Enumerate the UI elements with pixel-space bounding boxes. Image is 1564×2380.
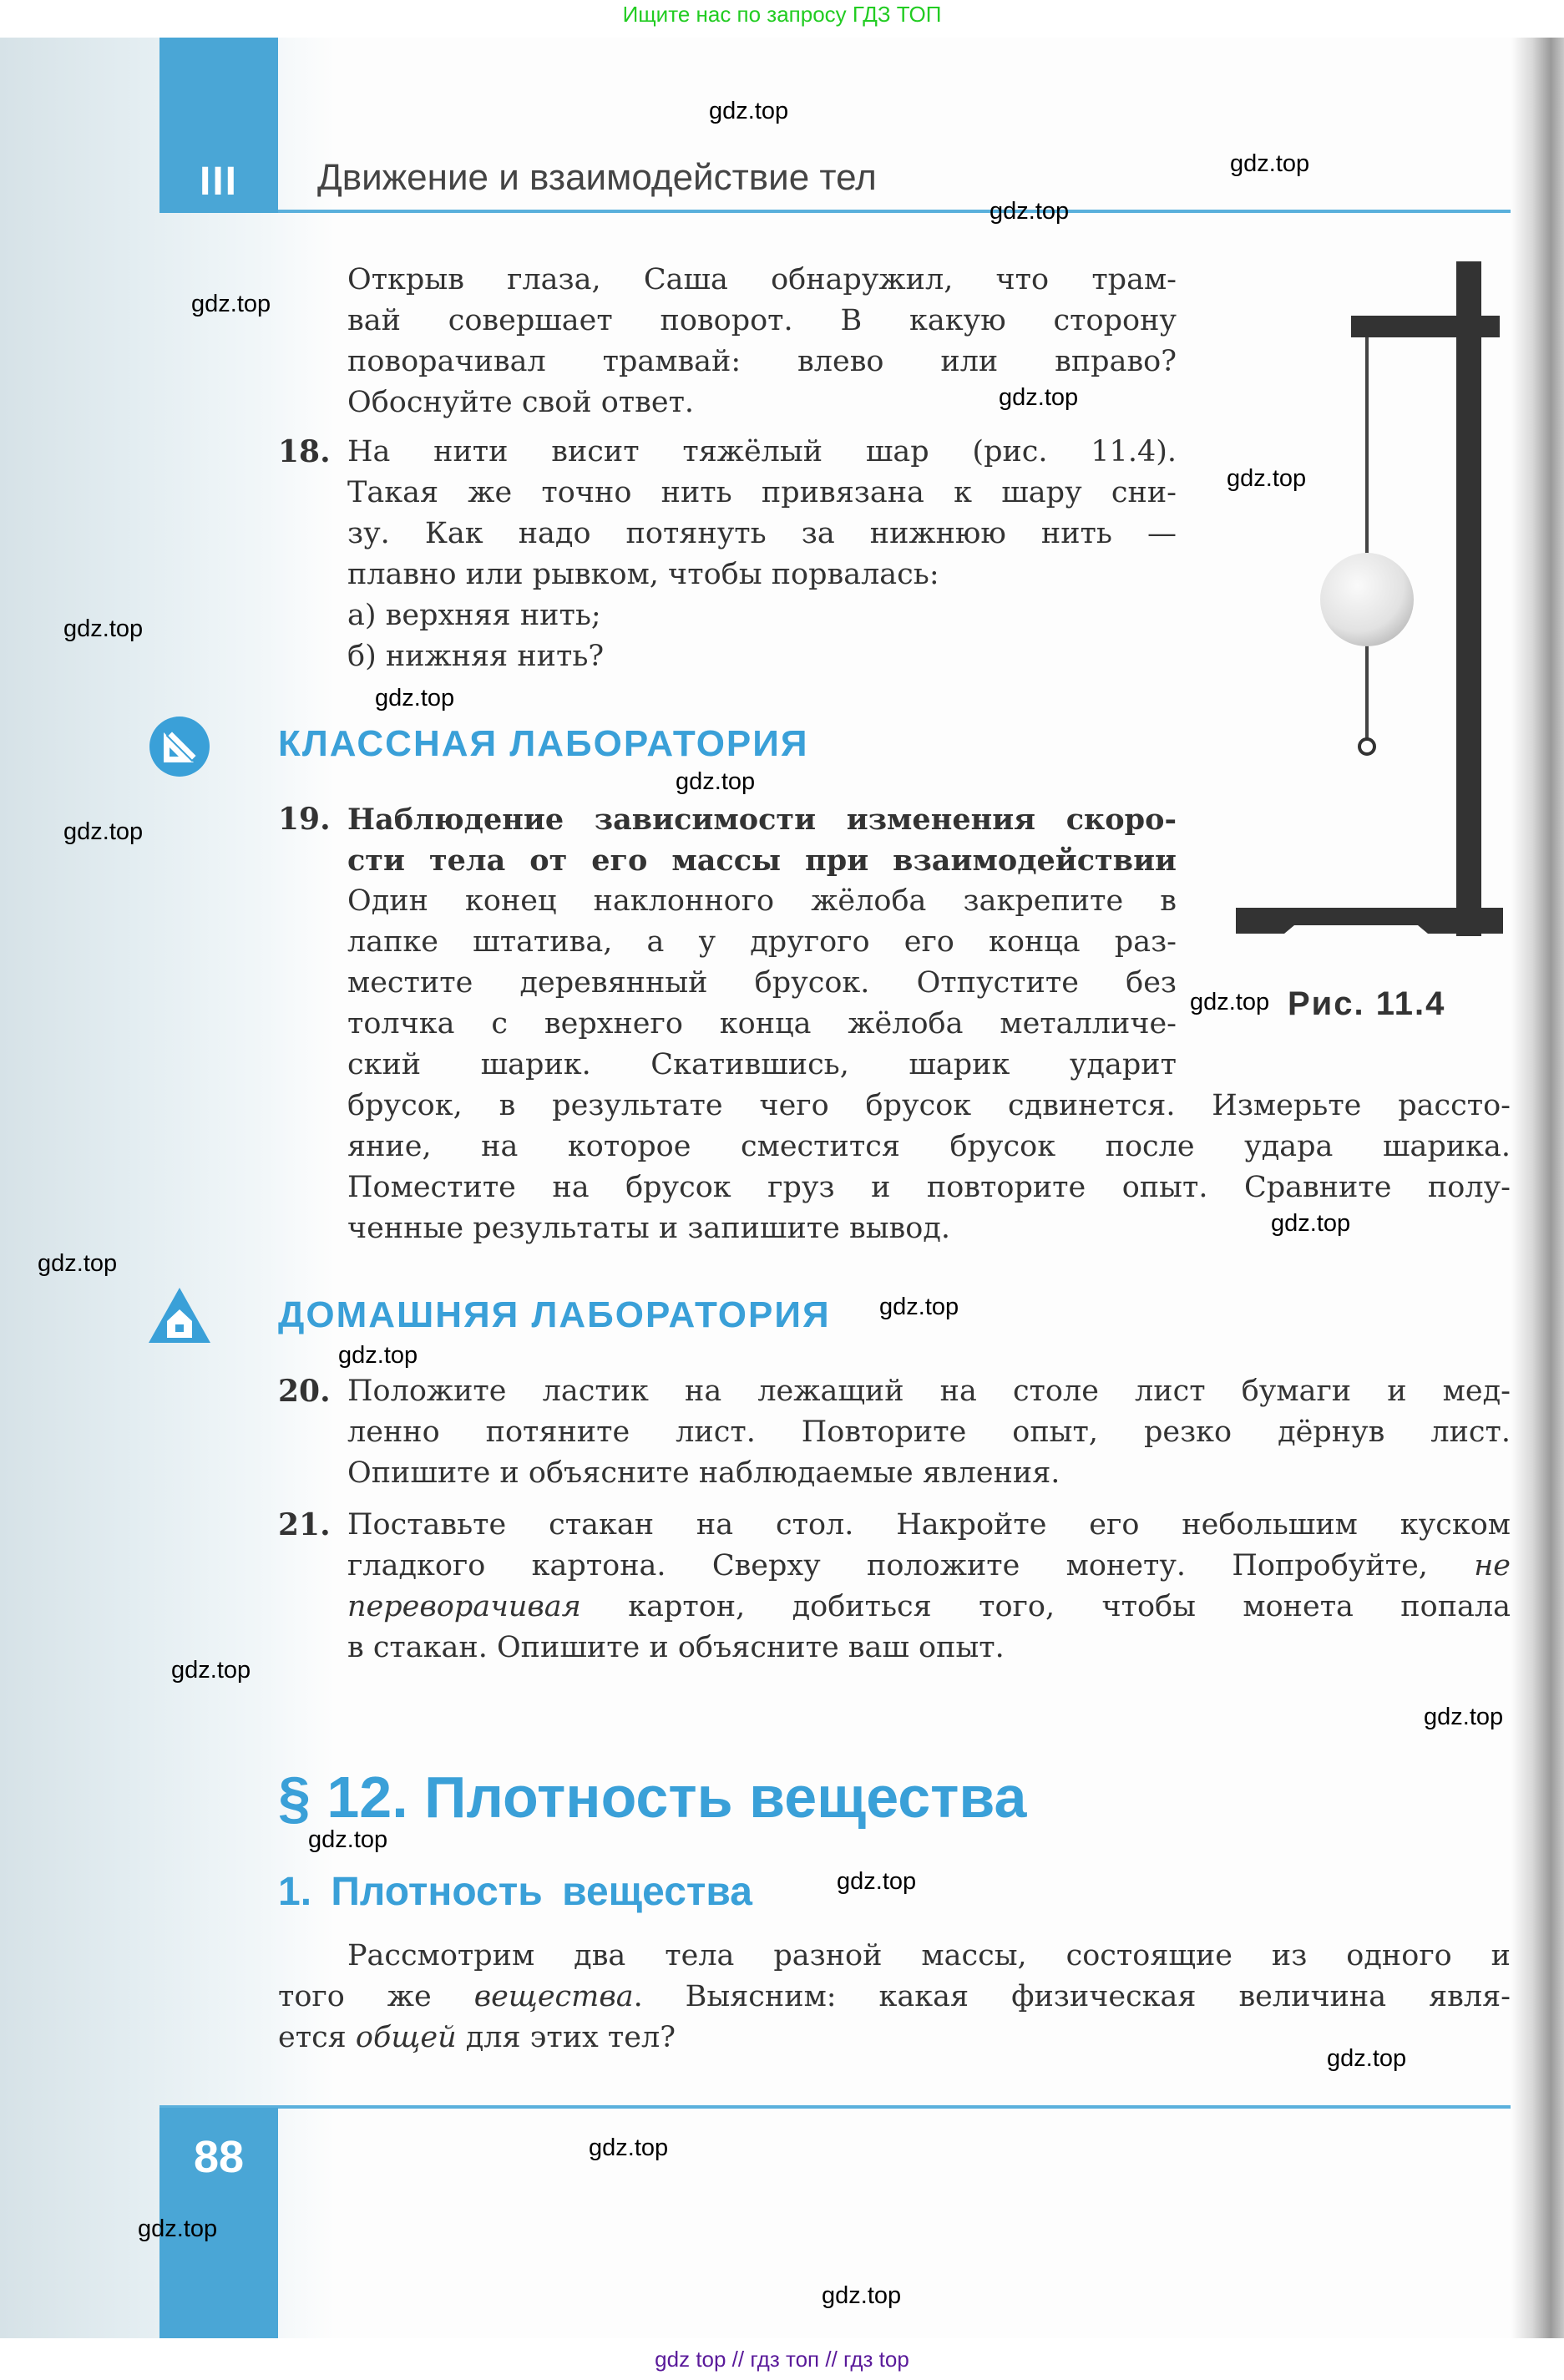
page-number: 88 bbox=[193, 2132, 245, 2182]
section-title: § 12. Плотность вещества bbox=[278, 1765, 1027, 1830]
thread-ring bbox=[1359, 739, 1374, 754]
watermark: gdz.top bbox=[990, 198, 1070, 225]
text-line bbox=[347, 636, 1177, 677]
text-line bbox=[347, 260, 1177, 301]
exercise-19 bbox=[278, 799, 1511, 1249]
watermark: gdz.top bbox=[1190, 989, 1270, 1015]
text-line bbox=[347, 514, 1177, 554]
text-segment: а) верхняя нить; bbox=[347, 599, 601, 632]
text-line bbox=[347, 1936, 1511, 1977]
watermark: gdz.top bbox=[1227, 465, 1307, 492]
text-segment: Обоснуйте свой ответ. bbox=[347, 386, 695, 419]
text-line bbox=[347, 1453, 1511, 1494]
text-line bbox=[278, 2018, 1511, 2058]
watermark: gdz.top bbox=[1424, 1704, 1504, 1730]
exercise-18 bbox=[278, 432, 1177, 677]
text-segment: гладкого картона. Сверху положите монету. Попробуйте, bbox=[347, 1549, 1475, 1582]
text-line bbox=[347, 1086, 1511, 1127]
section-subtitle: 1. Плотность вещества bbox=[278, 1870, 752, 1914]
text-segment: сти тела от его массы при взаимодействии bbox=[347, 843, 1177, 878]
text-segment: Один конец наклонного жёлоба закрепите в bbox=[347, 884, 1177, 918]
house-icon bbox=[147, 1286, 212, 1344]
watermark: gdz.top bbox=[138, 2215, 218, 2242]
text-segment: картон, добиться того, чтобы монета попала bbox=[580, 1590, 1511, 1623]
text-segment: б) нижняя нить? bbox=[347, 640, 605, 673]
italic-term: переворачивая bbox=[347, 1590, 581, 1623]
watermark: gdz.top bbox=[63, 818, 144, 845]
watermark: gdz.top bbox=[709, 98, 789, 124]
watermark: gdz.top bbox=[822, 2282, 902, 2309]
heavy-ball bbox=[1320, 553, 1414, 646]
text-line bbox=[347, 432, 1177, 473]
watermark: gdz.top bbox=[375, 685, 455, 711]
text-line bbox=[347, 963, 1177, 1004]
text-segment: ский шарик. Скатившись, шарик ударит bbox=[347, 1048, 1177, 1081]
text-segment: Такая же точно нить привязана к шару сни- bbox=[347, 476, 1177, 509]
text-line bbox=[347, 554, 1177, 595]
text-line bbox=[278, 1977, 1511, 2018]
exercise-number: 20. bbox=[278, 1374, 331, 1409]
stand-crossbar bbox=[1351, 316, 1500, 337]
text-line bbox=[347, 1371, 1511, 1412]
exercise-20 bbox=[278, 1371, 1511, 1494]
text-line bbox=[347, 1167, 1511, 1208]
text-segment: Положите ластик на лежащий на столе лист бумаги и мед- bbox=[347, 1375, 1511, 1408]
exercise-number: 19. bbox=[278, 802, 331, 837]
watermark: gdz.top bbox=[589, 2134, 669, 2161]
ruler-pencil-icon bbox=[149, 716, 210, 777]
text-line bbox=[347, 1045, 1177, 1086]
home-lab-heading: ДОМАШНЯЯ ЛАБОРАТОРИЯ bbox=[278, 1294, 831, 1335]
watermark: gdz.top bbox=[676, 768, 756, 795]
text-segment: ленно потяните лист. Повторите опыт, резко дёрнув лист. bbox=[347, 1415, 1511, 1449]
class-lab-heading: КЛАССНАЯ ЛАБОРАТОРИЯ bbox=[278, 723, 809, 764]
header-rule bbox=[278, 210, 1511, 213]
text-segment: . Выясним: какая физическая величина явля- bbox=[633, 1980, 1511, 2013]
watermark: gdz.top bbox=[171, 1657, 251, 1684]
text-segment: в стакан. Опишите и объясните ваш опыт. bbox=[347, 1631, 1005, 1664]
text-line bbox=[347, 595, 1177, 636]
text-segment: поворачивал трамвай: влево или вправо? bbox=[347, 345, 1177, 378]
italic-term: вещества bbox=[473, 1980, 634, 2013]
watermark: gdz.top bbox=[999, 384, 1079, 411]
text-line bbox=[347, 881, 1177, 922]
italic-term: не bbox=[1474, 1549, 1511, 1582]
text-line bbox=[347, 1587, 1511, 1628]
text-segment: для этих тел? bbox=[456, 2021, 676, 2054]
text-segment: На нити висит тяжёлый шар (рис. 11.4). bbox=[347, 435, 1177, 468]
text-paragraph bbox=[278, 1936, 1511, 2058]
watermark: gdz.top bbox=[1230, 150, 1310, 177]
watermark: gdz.top bbox=[1327, 2045, 1407, 2072]
footer-rule bbox=[159, 2105, 1511, 2109]
text-segment: Опишите и объясните наблюдаемые явления. bbox=[347, 1456, 1060, 1490]
figure-caption: Рис. 11.4 bbox=[1288, 985, 1446, 1022]
text-segment: яние, на которое сместится брусок после удара шарика. bbox=[347, 1130, 1511, 1163]
text-line bbox=[347, 1628, 1511, 1669]
exercise-number: 21. bbox=[278, 1507, 331, 1542]
text-line bbox=[347, 922, 1177, 963]
watermark: gdz.top bbox=[879, 1294, 959, 1320]
text-segment: местите деревянный брусок. Отпустите без bbox=[347, 966, 1177, 1000]
text-segment: Поместите на брусок груз и повторите опыт. Сравните полу- bbox=[347, 1171, 1511, 1204]
text-segment: вай совершает поворот. В какую сторону bbox=[347, 304, 1177, 337]
watermark: gdz.top bbox=[338, 1342, 418, 1369]
text-line bbox=[347, 1412, 1511, 1453]
text-line bbox=[347, 301, 1177, 342]
text-line bbox=[347, 1505, 1511, 1546]
text-line bbox=[347, 1127, 1511, 1167]
exercise-21 bbox=[278, 1505, 1511, 1669]
text-segment: ется bbox=[278, 2021, 356, 2054]
text-line bbox=[347, 1004, 1177, 1045]
text-segment: Открыв глаза, Саша обнаружил, что трам- bbox=[347, 263, 1177, 296]
text-line bbox=[347, 473, 1177, 514]
exercise-number: 18. bbox=[278, 434, 331, 469]
bottom-site-note: gdz top // гдз топ // гдз top bbox=[655, 2347, 909, 2372]
top-search-note: Ищите нас по запросу ГДЗ ТОП bbox=[622, 2, 942, 27]
italic-term: общей bbox=[355, 2021, 457, 2054]
text-segment: зу. Как надо потянуть за нижнюю нить — bbox=[347, 517, 1177, 550]
watermark: gdz.top bbox=[837, 1868, 917, 1895]
watermark: gdz.top bbox=[38, 1250, 118, 1277]
watermark: gdz.top bbox=[308, 1826, 388, 1853]
chapter-title: Движение и взаимодействие тел bbox=[317, 157, 877, 198]
text-line bbox=[347, 799, 1177, 840]
text-segment: Поставьте стакан на стол. Накройте его небольшим куском bbox=[347, 1508, 1511, 1542]
watermark: gdz.top bbox=[191, 291, 271, 317]
watermark: gdz.top bbox=[63, 615, 144, 642]
text-segment: лапке штатива, а у другого его конца раз- bbox=[347, 925, 1177, 959]
chapter-number: III bbox=[199, 160, 238, 204]
text-line bbox=[347, 840, 1177, 881]
text-segment: Рассмотрим два тела разной массы, состоящие из одного и bbox=[347, 1939, 1511, 1972]
watermark: gdz.top bbox=[1271, 1210, 1351, 1237]
text-line bbox=[347, 1546, 1511, 1587]
text-segment: Наблюдение зависимости изменения скоро- bbox=[347, 803, 1177, 837]
text-segment: ченные результаты и запишите вывод. bbox=[347, 1212, 951, 1245]
text-segment: брусок, в результате чего брусок сдвинется. Измерьте рассто- bbox=[347, 1089, 1511, 1122]
text-segment: плавно или рывком, чтобы порвалась: bbox=[347, 558, 939, 591]
text-segment: толчка с верхнего конца жёлоба металличе- bbox=[347, 1007, 1177, 1041]
text-segment: того же bbox=[278, 1980, 474, 2013]
text-line bbox=[347, 342, 1177, 382]
